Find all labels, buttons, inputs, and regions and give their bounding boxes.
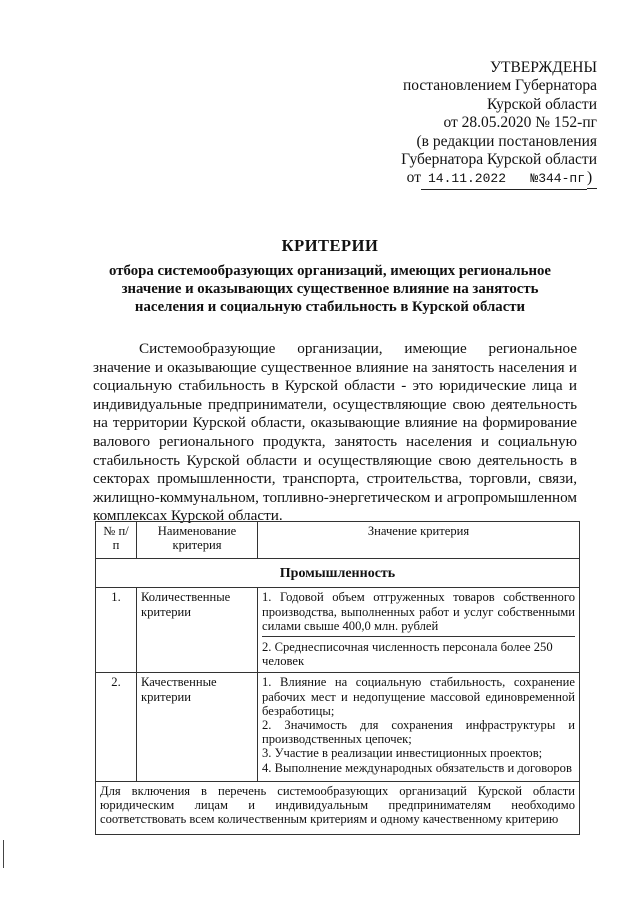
row-values	[258, 588, 580, 673]
header-number: № п/п	[96, 522, 137, 559]
criterion-value: 2. Среднесписочная численность персонала более 250 человек	[262, 640, 553, 669]
criterion-value: 4. Выполнение международных обязательств и договоров	[262, 760, 572, 775]
approval-line-amendment	[372, 169, 597, 189]
criterion-value: 3. Участие в реализации инвестиционных проектов;	[262, 746, 543, 761]
criterion-value: 1. Годовой объем отгруженных товаров собственного производства, выполненных работ и услуг собственными силами свыше 400,0 млн. рублей	[262, 588, 575, 637]
row-name: Количественные критерии	[137, 588, 258, 673]
approval-line-governor: Губернатора Курской области	[401, 151, 597, 169]
row-number: 1.	[96, 588, 137, 673]
document-title	[90, 236, 570, 316]
row-values	[258, 673, 580, 781]
table-row	[96, 588, 580, 673]
approval-line-region: Курской области	[486, 95, 597, 113]
section-industry: Промышленность	[96, 559, 580, 588]
footer-note: Для включения в перечень системообразующих организаций Курской области юридическим лицам и индивидуальным предпринимателям необходимо соответствовать всем количественным критериям и одному качественному критерию	[96, 781, 580, 834]
approval-line-date: от 28.05.2020 № 152-пг	[443, 114, 597, 132]
row-name: Качественные критерии	[137, 673, 258, 781]
header-value: Значение критерия	[258, 522, 580, 559]
criterion-value: 2. Значимость для сохранения инфраструктуры и производственных цепочек;	[262, 718, 575, 747]
title-main: КРИТЕРИИ	[281, 236, 379, 255]
table-row	[96, 673, 580, 781]
approval-line-decree: постановлением Губернатора	[402, 77, 597, 95]
table-header-row	[96, 522, 580, 559]
amendment-prefix: от	[406, 169, 421, 187]
header-name: Наименование критерия	[137, 522, 258, 559]
criterion-value: 1. Влияние на социальную стабильность, сохранение рабочих мест и недопущение массовой единовременной безработицы;	[262, 675, 575, 718]
approval-heading: УТВЕРЖДЕНЫ	[490, 59, 597, 76]
amendment-date: 14.11.2022	[421, 170, 513, 189]
section-row	[96, 559, 580, 588]
criteria-table	[95, 521, 580, 835]
row-number: 2.	[96, 673, 137, 781]
amendment-number: №344-пг	[513, 170, 587, 189]
footer-row	[96, 781, 580, 834]
intro-paragraph: Системообразующие организации, имеющие региональное значение и оказывающие существенное влияние на занятость населения и социальную стабильность в Курской области - это юридические лица и индивидуальные предприниматели, осуществляющие свою деятельность на территории Курской области, оказывающие влияние на формирование валового регионального продукта, занятость населения и социальную стабильность Курской области и осуществляющие свою деятельность в секторах промышленности, транспорта, строительства, торговли, связи, жилищно-коммунальном, топливно-энергетическом и агропромышленном комплексах Курской области.	[93, 340, 577, 525]
title-subtitle: отбора системообразующих организаций, имеющих региональное значение и оказывающих существенное влияние на занятость населения и социальную стабильность в Курской области	[109, 263, 551, 315]
approval-block	[372, 59, 597, 190]
approval-line-revision: (в редакции постановления	[416, 132, 597, 150]
amendment-close-paren: )	[587, 169, 597, 188]
margin-mark	[3, 840, 4, 868]
